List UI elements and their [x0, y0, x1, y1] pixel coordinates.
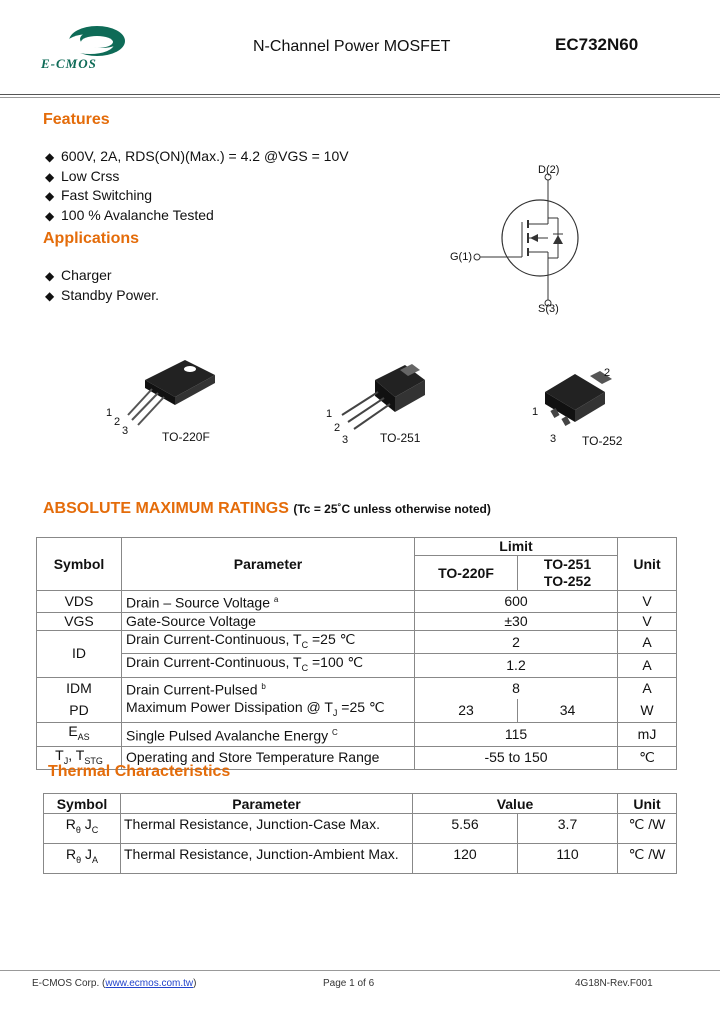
logo-text: E-CMOS [41, 56, 97, 71]
list-item: ◆ Low Crss [45, 167, 349, 187]
table-row [37, 612, 677, 630]
table-row [44, 844, 677, 874]
source-label: S(3) [538, 303, 559, 315]
diamond-bullet-icon: ◆ [45, 208, 55, 223]
table-row [37, 699, 677, 722]
document-title: N-Channel Power MOSFET [253, 38, 451, 55]
diamond-bullet-icon: ◆ [45, 189, 55, 203]
list-item: ◆ 600V, 2A, RDS(ON)(Max.) = 4.2 @VGS = 10V [45, 147, 349, 167]
cell-limit: 1.2 [415, 654, 618, 678]
cell-symbol: VDS [37, 591, 122, 613]
pin-2-label: 2 [334, 422, 341, 434]
cell-limit: 115 [415, 722, 618, 746]
cell-unit: V [618, 612, 677, 630]
cell-symbol: IDM [37, 678, 122, 699]
cell-unit: mJ [618, 722, 677, 746]
cell-limit: 600 [415, 591, 618, 613]
cell-parameter: Drain Current-Continuous, $T_C =100$ ℃ [122, 654, 415, 678]
thermal-table [43, 793, 677, 874]
header-divider-2 [0, 97, 720, 98]
cell-parameter: Operating and Store Temperature Range [122, 746, 415, 770]
list-item: ◆ Standby Power. [45, 286, 159, 306]
thermal-heading: Thermal Characteristics [48, 763, 231, 780]
company-website-link[interactable]: www.ecmos.com.tw [105, 978, 194, 989]
pin-3-label: 3 [122, 425, 129, 437]
cell-symbol: VGS [37, 612, 122, 630]
col-header: Limit [415, 538, 618, 556]
col-header: Parameter [121, 794, 413, 814]
cell-limit: 23 [415, 699, 518, 722]
col-header: Unit [618, 538, 677, 591]
amr-heading-row [43, 500, 491, 518]
cell-unit: A [618, 678, 677, 699]
applications-list [45, 266, 159, 305]
cell-symbol: $R_\theta$ $J_A$ [44, 844, 121, 874]
features-heading: Features [43, 111, 110, 128]
cell-limit: -55 to 150 [415, 746, 618, 770]
cell-unit: ℃ /W [618, 844, 677, 874]
col-header: Symbol [44, 794, 121, 814]
col-header: Unit [618, 794, 677, 814]
package-to220f [100, 355, 230, 450]
cell-limit: 8 [415, 678, 618, 699]
cell-unit: W [618, 699, 677, 722]
package-name: TO-220F [162, 430, 210, 444]
cell-symbol: $T_J$, $T_{STG}$ [37, 746, 122, 770]
table-header-row [44, 794, 677, 814]
col-header: TO-251 [518, 556, 618, 574]
cell-limit: ±30 [415, 612, 618, 630]
cell-symbol: $R_\theta$ $J_C$ [44, 814, 121, 844]
cell-value: 120 [413, 844, 518, 874]
package-name: TO-251 [380, 431, 421, 445]
cell-limit: 34 [518, 699, 618, 722]
diamond-bullet-icon: ◆ [45, 169, 55, 184]
amr-heading: ABSOLUTE MAXIMUM RATINGS [43, 500, 289, 517]
cell-parameter: Drain – Source Voltage $^a$ [122, 591, 415, 613]
cell-parameter: Drain Current-Pulsed $^b$ [122, 678, 415, 699]
footer-divider [0, 970, 720, 971]
diamond-bullet-icon: ◆ [45, 269, 55, 283]
table-row [37, 591, 677, 613]
package-to251 [320, 360, 440, 450]
footer-company: E-CMOS Corp. (www.ecmos.com.tw) [32, 978, 197, 989]
table-header-row [37, 538, 677, 556]
table-row [37, 678, 677, 699]
cell-unit: A [618, 630, 677, 654]
cell-symbol: PD [37, 699, 122, 722]
cell-parameter: Thermal Resistance, Junction-Ambient Max. [121, 844, 413, 874]
cell-limit: 2 [415, 630, 618, 654]
list-item: ◆ Charger [45, 266, 159, 286]
diamond-bullet-icon: ◆ [45, 288, 55, 303]
col-header: TO-252 [518, 573, 618, 591]
col-header: Parameter [122, 538, 415, 591]
footer-page: Page 1 of 6 [323, 978, 375, 989]
part-number: EC732N60 [555, 35, 639, 54]
table-row [37, 630, 677, 654]
cell-unit: A [618, 654, 677, 678]
table-row [37, 654, 677, 678]
header-divider [0, 94, 720, 95]
col-header: Symbol [37, 538, 122, 591]
list-item: ◆ Fast Switching [45, 186, 349, 206]
cell-parameter: Single Pulsed Avalanche Energy $^C$ [122, 722, 415, 746]
mosfet-symbol-icon [440, 160, 600, 320]
list-item: ◆ 100 % Avalanche Tested [45, 206, 349, 226]
col-header: TO-220F [415, 556, 518, 591]
company-logo [35, 20, 130, 75]
cell-value: 5.56 [413, 814, 518, 844]
col-header: Value [413, 794, 618, 814]
cell-parameter: Maximum Power Dissipation @ $T_J =25$ ℃ [122, 699, 415, 722]
features-list [45, 147, 349, 225]
mosfet-schematic [440, 160, 600, 320]
package-name: TO-252 [582, 434, 623, 448]
absolute-max-ratings-table [36, 537, 677, 770]
cell-unit: ℃ /W [618, 814, 677, 844]
pin-1-label: 1 [326, 408, 333, 420]
drain-label: D(2) [538, 164, 560, 176]
cell-symbol: ID [37, 630, 122, 678]
pin-3-label: 3 [550, 433, 557, 445]
pin-3-label: 3 [342, 434, 349, 446]
cell-parameter: Thermal Resistance, Junction-Case Max. [121, 814, 413, 844]
cell-unit: ℃ [618, 746, 677, 770]
package-to252 [530, 362, 640, 452]
cell-parameter: Drain Current-Continuous, $T_C =25$ ℃ [122, 630, 415, 654]
pin-1-label: 1 [106, 407, 113, 419]
cell-value: 110 [518, 844, 618, 874]
cell-value: 3.7 [518, 814, 618, 844]
pin-1-label: 1 [532, 406, 539, 418]
pin-2-label: 2 [114, 416, 121, 428]
amr-note: (Tc = 25˚C unless otherwise noted) [293, 502, 491, 516]
pin-2-label: 2 [604, 367, 611, 379]
applications-heading: Applications [43, 230, 140, 247]
footer-revision: 4G18N-Rev.F001 [575, 978, 653, 989]
cell-unit: V [618, 591, 677, 613]
cell-symbol: $E_{AS}$ [37, 722, 122, 746]
diamond-bullet-icon: ◆ [45, 150, 55, 164]
cell-parameter: Gate-Source Voltage [122, 612, 415, 630]
gate-label: G(1) [450, 251, 472, 263]
table-row [37, 722, 677, 746]
table-row [44, 814, 677, 844]
